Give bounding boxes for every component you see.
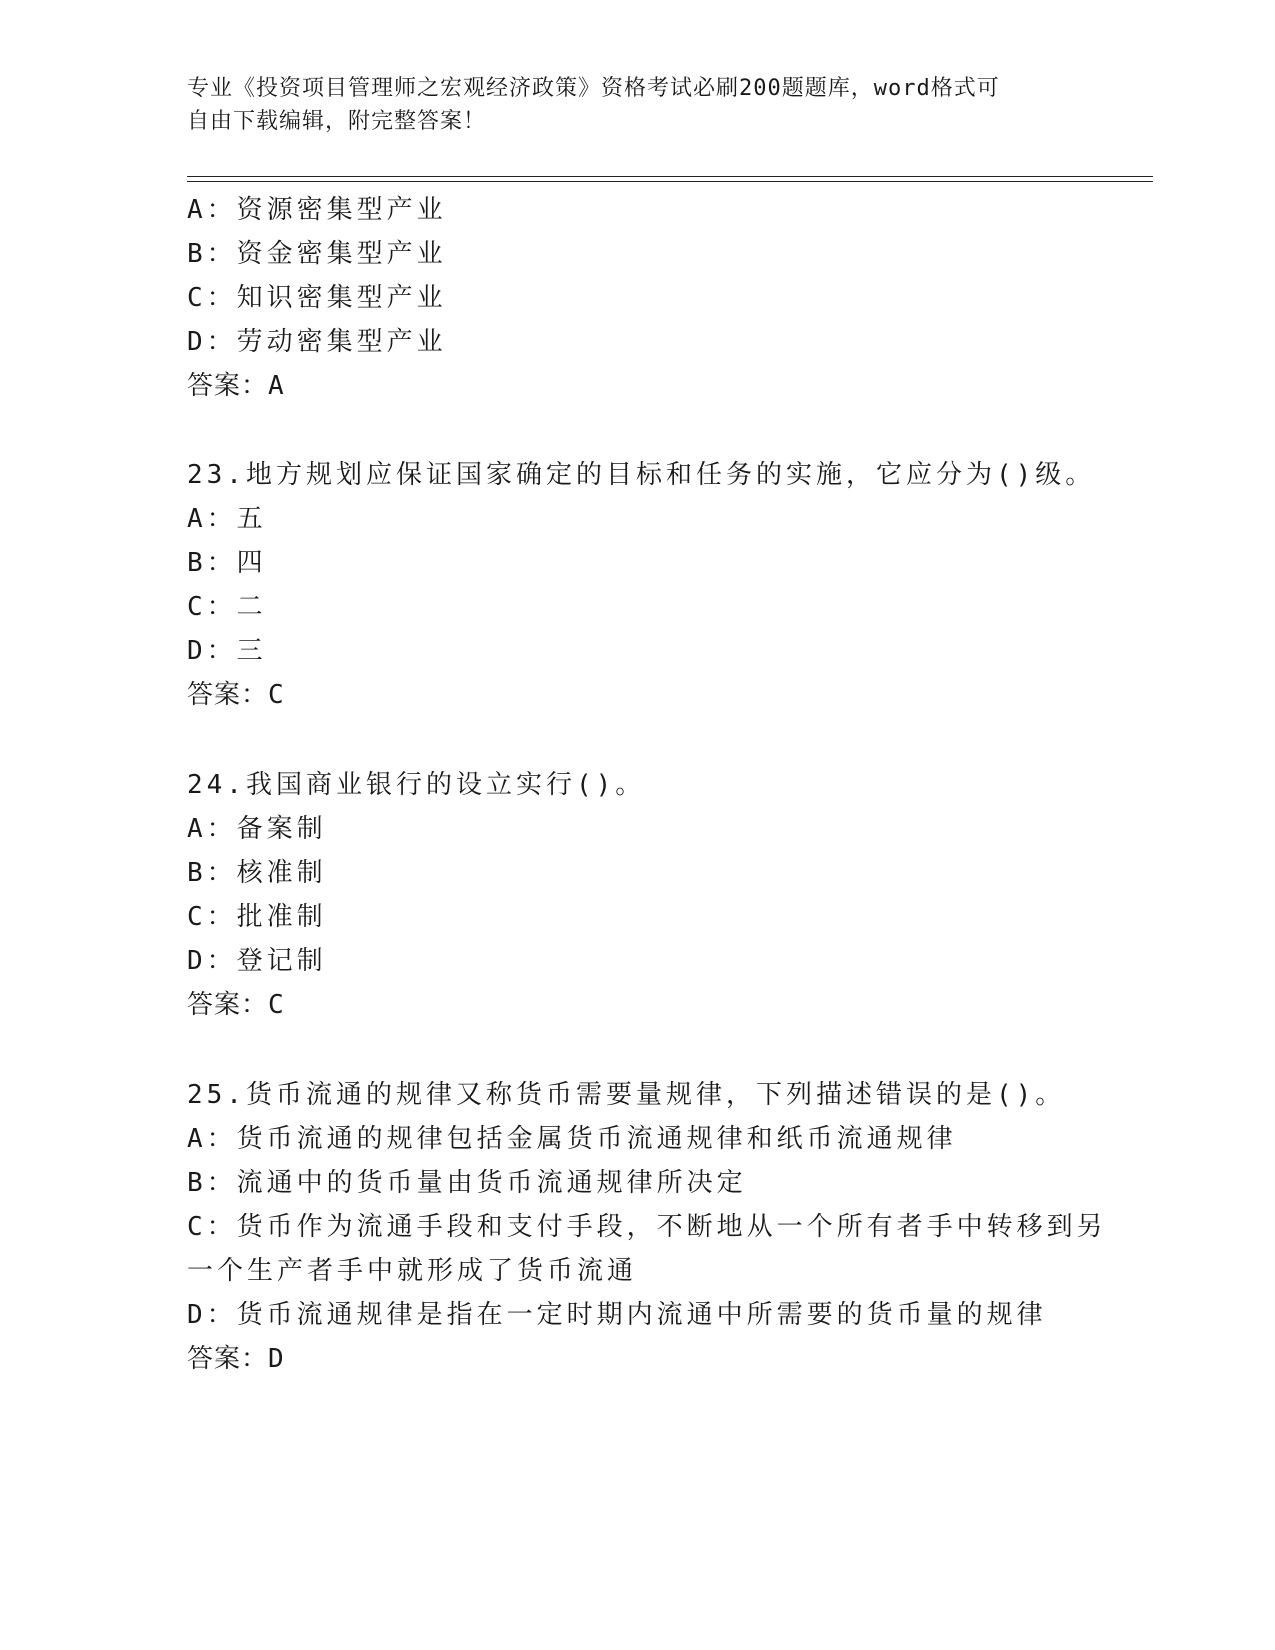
header-divider-bottom	[187, 181, 1153, 182]
q24-option-a: A：备案制	[187, 814, 327, 844]
q22-answer: 答案：A	[187, 371, 285, 401]
q25-stem: 25.货币流通的规律又称货币需要量规律，下列描述错误的是()。	[187, 1080, 1066, 1110]
q24-option-b: B：核准制	[187, 858, 327, 888]
q22-option-a: A：资源密集型产业	[187, 195, 447, 225]
q23-stem: 23.地方规划应保证国家确定的目标和任务的实施，它应分为()级。	[187, 460, 1096, 490]
header-divider-top	[187, 176, 1153, 177]
q25-answer: 答案：D	[187, 1344, 285, 1374]
q24-option-c: C：批准制	[187, 902, 327, 932]
q23-option-d: D：三	[187, 636, 267, 666]
q24-stem: 24.我国商业银行的设立实行()。	[187, 770, 646, 800]
header-title-line1: 专业《投资项目管理师之宏观经济政策》资格考试必刷200题题库，word格式可	[187, 76, 1000, 101]
header-title-line2: 自由下载编辑，附完整答案！	[187, 109, 487, 134]
q23-option-b: B：四	[187, 548, 267, 578]
q25-option-d: D：货币流通规律是指在一定时期内流通中所需要的货币量的规律	[187, 1300, 1047, 1330]
q25-option-a: A：货币流通的规律包括金属货币流通规律和纸币流通规律	[187, 1124, 957, 1154]
q25-option-c: C：货币作为流通手段和支付手段，不断地从一个所有者手中转移到另	[187, 1212, 1107, 1242]
q24-option-d: D：登记制	[187, 946, 327, 976]
q22-option-b: B：资金密集型产业	[187, 239, 447, 269]
q23-option-c: C：二	[187, 592, 267, 622]
q25-option-c-continued: 一个生产者手中就形成了货币流通	[187, 1256, 638, 1286]
q23-answer: 答案：C	[187, 680, 285, 710]
q22-option-d: D：劳动密集型产业	[187, 327, 447, 357]
q25-option-b: B：流通中的货币量由货币流通规律所决定	[187, 1168, 747, 1198]
q23-option-a: A：五	[187, 504, 267, 534]
document-header	[187, 72, 1067, 138]
q22-option-c: C：知识密集型产业	[187, 283, 447, 313]
q24-answer: 答案：C	[187, 990, 285, 1020]
